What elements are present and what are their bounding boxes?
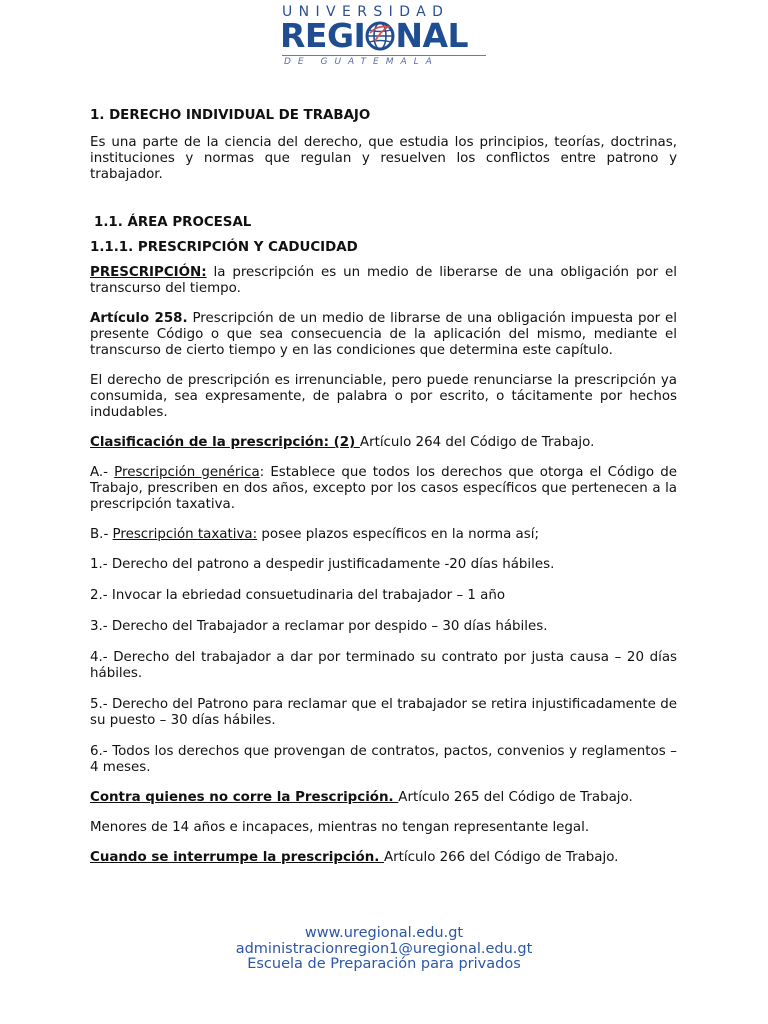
generica-label: Prescripción genérica [114, 465, 260, 480]
footer-email[interactable]: administracionregion1@uregional.edu.gt [235, 940, 533, 957]
irrenunciable-paragraph: El derecho de prescripción es irrenunciable, pero puede renunciarse la prescripción ya consumida, sea expresamente, de palabra o por escrito, o tácitamente por hechos indudables. [90, 373, 677, 420]
logo-divider [282, 55, 486, 56]
interrumpe-paragraph [90, 850, 650, 866]
list-item: 2.- Invocar la ebriedad consuetudinaria del trabajador – 1 año [90, 588, 506, 603]
generica-paragraph [90, 465, 677, 513]
prescripcion-text: la prescripción es un medio de liberarse de una obligación por el transcurso del tiempo. [90, 265, 677, 296]
logo-regional-wordmark [280, 18, 468, 54]
logo-universidad-text: UNIVERSIDAD [282, 4, 450, 20]
contra-label: Contra quienes no corre la Prescripción. [90, 790, 399, 805]
taxativa-prefix: B.- [90, 527, 113, 542]
articulo-258-paragraph [90, 311, 677, 359]
footer-school: Escuela de Preparación para privados [247, 956, 521, 972]
footer-website[interactable]: www.uregional.edu.gt [304, 925, 464, 941]
section-title-1-1-1: 1.1.1. PRESCRIPCIÓN Y CADUCIDAD [90, 240, 358, 255]
taxativa-paragraph [90, 527, 677, 543]
clasificacion-label: Clasificación de la prescripción: (2) [90, 435, 360, 450]
globe-icon [365, 21, 395, 51]
logo-guatemala-text: DE GUATEMALA [284, 57, 439, 67]
contra-paragraph [90, 790, 650, 806]
list-item: 3.- Derecho del Trabajador a reclamar por despido – 30 días hábiles. [90, 619, 548, 634]
taxativa-text: posee plazos específicos en la norma así; [257, 527, 539, 542]
logo-word-part2: NAL [395, 16, 469, 55]
interrumpe-text: Artículo 266 del Código de Trabajo. [383, 850, 619, 865]
interrumpe-label: Cuando se interrumpe la prescripción. [90, 850, 384, 865]
list-item: 6.- Todos los derechos que provengan de contratos, pactos, convenios y reglamentos – 4 meses. [90, 744, 677, 775]
prescripcion-paragraph [90, 265, 677, 297]
section-title-1: 1. DERECHO INDIVIDUAL DE TRABAJO [90, 108, 371, 123]
logo-word-part1: REGI [280, 16, 366, 55]
list-item: 1.- Derecho del patrono a despedir justificadamente -20 días hábiles. [90, 557, 555, 572]
prescripcion-label: PRESCRIPCIÓN: [90, 265, 207, 280]
menores-paragraph: Menores de 14 años e incapaces, mientras no tengan representante legal. [90, 820, 590, 835]
list-item: 5.- Derecho del Patrono para reclamar que el trabajador se retira injustificadamente de su puesto – 30 días hábiles. [90, 697, 677, 728]
footer [0, 926, 768, 973]
document-body [90, 108, 677, 866]
articulo-258-text: Prescripción de un medio de librarse de una obligación impuesta por el presente Código o que sea consecuencia de la aplicación del mismo, mediante el transcurso de cierto tiempo y en las condiciones que determina este capítulo. [90, 311, 677, 358]
generica-text: : Establece que todos los derechos que otorga el Código de Trabajo, prescriben en dos años, excepto por los casos específicos que pertenecen a la prescripción taxativa. [90, 465, 677, 512]
university-logo [278, 4, 490, 68]
clasificacion-paragraph [90, 435, 677, 451]
clasificacion-text: Artículo 264 del Código de Trabajo. [359, 435, 595, 450]
section-title-1-1: 1.1. ÁREA PROCESAL [94, 215, 252, 230]
generica-prefix: A.- [90, 465, 115, 480]
taxativa-label: Prescripción taxativa: [112, 527, 258, 542]
articulo-258-label: Artículo 258. [90, 311, 188, 326]
contra-text: Artículo 265 del Código de Trabajo. [398, 790, 633, 805]
section-1-paragraph: Es una parte de la ciencia del derecho, que estudia los principios, teorías, doctrinas, instituciones y normas que regulan y resuelven los conflictos entre patrono y trabajador. [90, 135, 677, 182]
list-item: 4.- Derecho del trabajador a dar por terminado su contrato por justa causa – 20 días hábiles. [90, 650, 677, 681]
